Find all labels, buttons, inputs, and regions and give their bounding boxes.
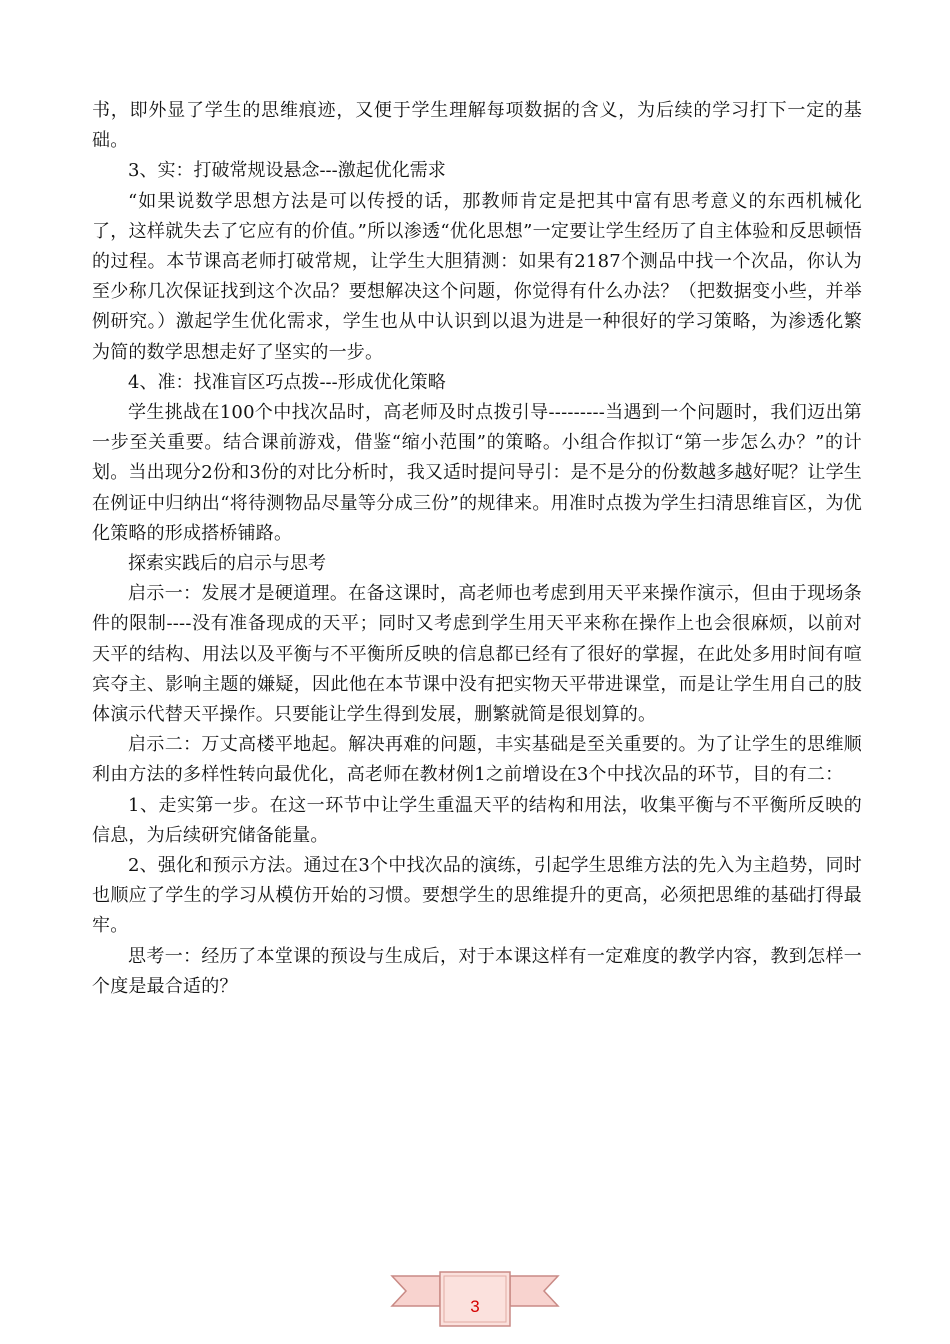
paragraph-continuation: 书，即外显了学生的思维痕迹，又便于学生理解每项数据的含义，为后续的学习打下一定的基础。 [92,100,862,152]
paragraph-quote: “如果说数学思想方法是可以传授的话，那教师肯定是把其中富有思考意义的东西机械化了，这样就失去了它应有的价值。”所以渗透“优化思想”一定要让学生经历了自主体验和反思顿悟的过程。本节课高老师打破常规，让学生大胆猜测：如果有2187个测品中找一个次品，你认为至少称几次保证找到这个次品？要想解决这个问题，你觉得有什么办法？（把数据变小些，并举例研究。）激起学生优化需求，学生也从中认识到以退为进是一种很好的学习策略，为渗透化繁为简的数学思想走好了坚实的一步。 [92,190,862,363]
section-heading-4: 4、准：找准盲区巧点拨---形成优化策略 [128,371,446,393]
page-number: 3 [470,1297,480,1316]
section-heading-reflection: 探索实践后的启示与思考 [128,553,326,575]
document-body [92,96,862,1002]
paragraph-insight-1: 启示一：发展才是硬道理。在备这课时，高老师也考虑到用天平来操作演示，但由于现场条件的限制----没有准备现成的天平；同时又考虑到学生用天平来称在操作上也会很麻烦，以前对天平的结构、用法以及平衡与不平衡所反映的信息都已经有了很好的掌握，在此处多用时间有喧宾夺主、影响主题的嫌疑，因此他在本节课中没有把实物天平带进课堂，而是让学生用自己的肢体演示代替天平操作。只要能让学生得到发展，删繁就简是很划算的。 [92,583,862,726]
page-footer [388,1268,562,1332]
paragraph-point-1: 1、走实第一步。在这一环节中让学生重温天平的结构和用法，收集平衡与不平衡所反映的信息，为后续研究储备能量。 [92,794,862,846]
section-heading-3: 3、实：打破常规设悬念---激起优化需求 [128,160,446,182]
paragraph-insight-2: 启示二：万丈高楼平地起。解决再难的问题，丰实基础是至关重要的。为了让学生的思维顺利由方法的多样性转向最优化，高老师在教材例1之前增设在3个中找次品的环节，目的有二： [92,734,862,786]
paragraph-thought-1: 思考一：经历了本堂课的预设与生成后，对于本课这样有一定难度的教学内容，教到怎样一个度是最合适的？ [92,945,862,997]
paragraph-strategy: 学生挑战在100个中找次品时，高老师及时点拨引导---------当遇到一个问题时，我们迈出第一步至关重要。结合课前游戏，借鉴“缩小范围”的策略。小组合作拟订“第一步怎么办？”的计划。当出现分2份和3份的对比分析时，我又适时提问导引：是不是分的份数越多越好呢？让学生在例证中归纳出“将待测物品尽量等分成三份”的规律来。用准时点拨为学生扫清思维盲区，为优化策略的形成搭桥铺路。 [92,402,862,544]
paragraph-point-2: 2、强化和预示方法。通过在3个中找次品的演练，引起学生思维方法的先入为主趋势，同时也顺应了学生的学习从模仿开始的习惯。要想学生的思维提升的更高，必须把思维的基础打得最牢。 [92,855,862,937]
